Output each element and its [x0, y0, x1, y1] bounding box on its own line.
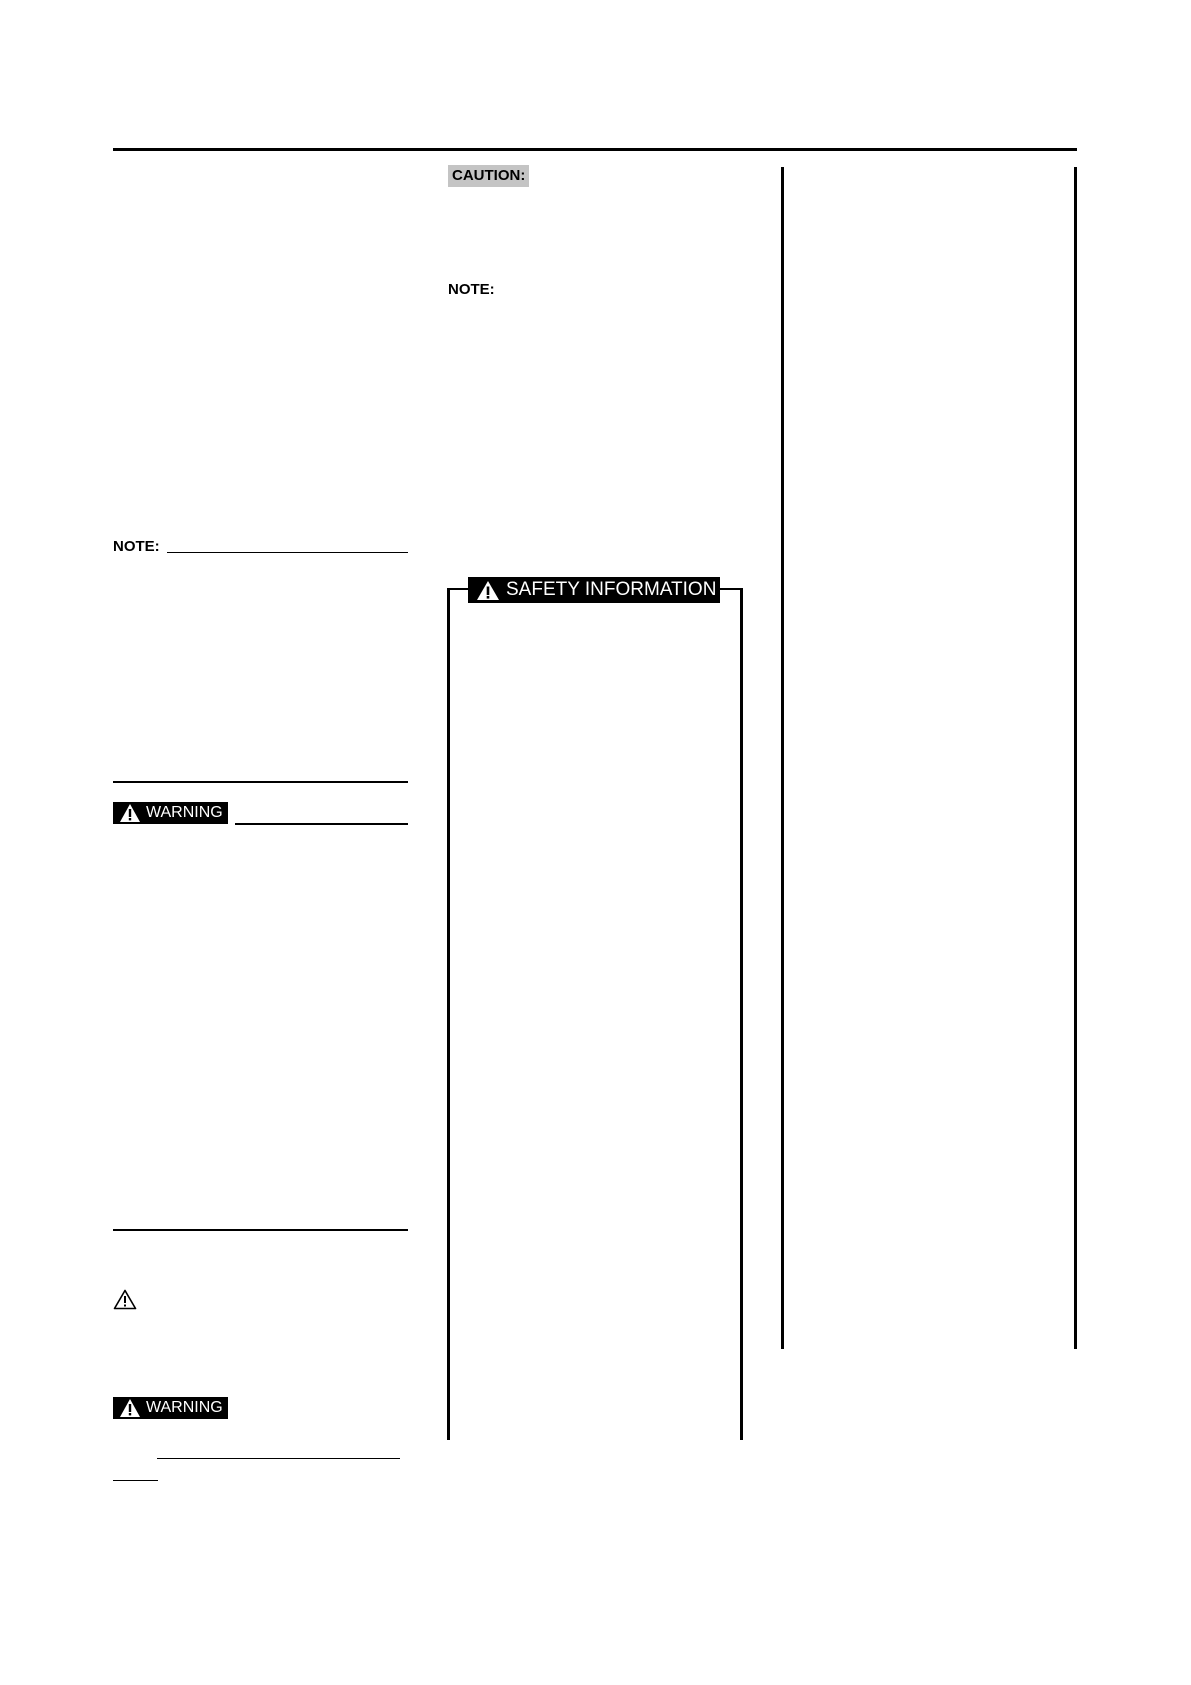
column-border: [1074, 167, 1077, 1349]
top-rule: [113, 148, 1077, 151]
safety-information-header: [468, 577, 720, 603]
section-divider: [113, 1229, 408, 1231]
safety-box-border: [447, 588, 468, 590]
warning-triangle-icon: [119, 803, 141, 823]
note-divider: [167, 552, 408, 553]
column-border: [781, 167, 784, 1349]
safety-box-border: [447, 588, 450, 1440]
warning-triangle-icon: [119, 1398, 141, 1418]
note-label-middle: NOTE:: [448, 281, 495, 298]
underline: [157, 1458, 400, 1459]
safety-box-border: [740, 588, 743, 1440]
warning-badge: [113, 1397, 228, 1419]
warning-label: WARNING: [146, 1399, 223, 1416]
underline: [113, 1480, 158, 1481]
safety-information-title: SAFETY INFORMATION: [506, 579, 717, 600]
note-label-left: NOTE:: [113, 538, 160, 555]
alert-triangle-outline-icon: [113, 1289, 137, 1315]
warning-label: WARNING: [146, 804, 223, 821]
warning-triangle-icon: [476, 580, 500, 601]
section-divider: [113, 781, 408, 783]
warning-badge: [113, 802, 228, 824]
caution-label: CAUTION:: [448, 165, 529, 187]
warning-divider: [235, 823, 408, 825]
